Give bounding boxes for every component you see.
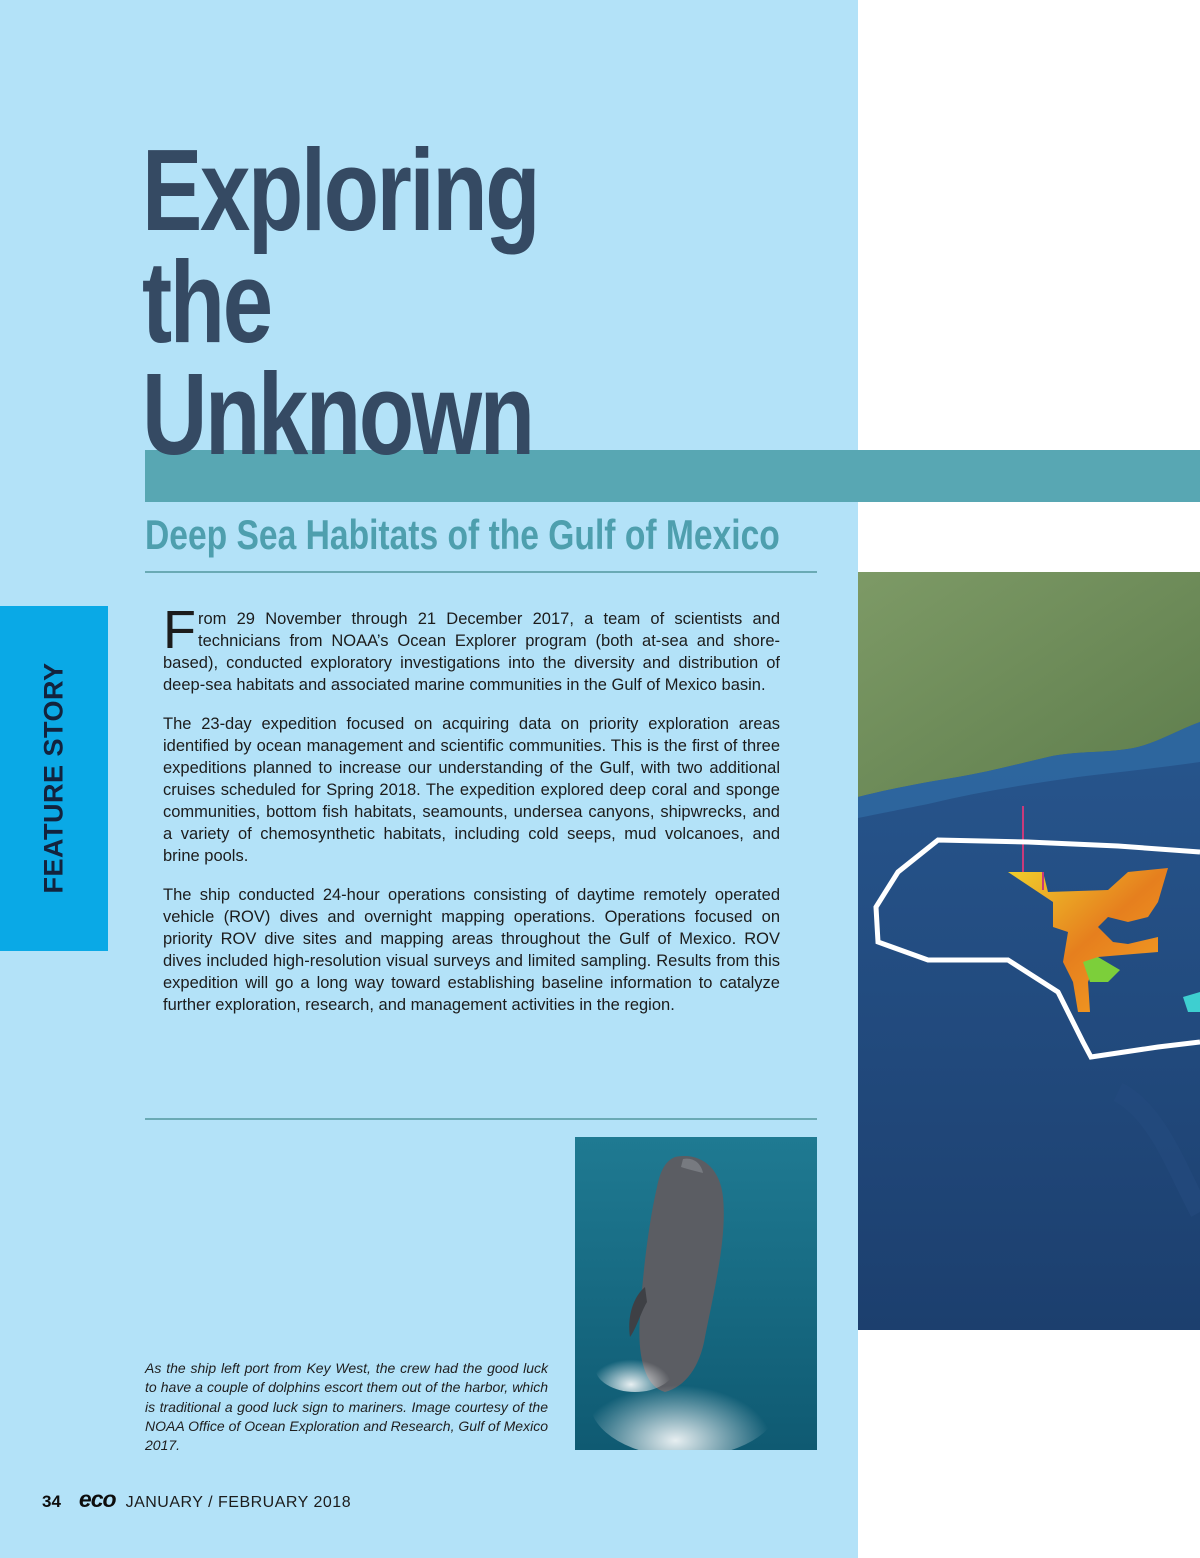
section-tab (0, 606, 108, 951)
article-title (142, 125, 539, 479)
body-paragraph-2: The 23-day expedition focused on acquiring data on priority exploration areas identified by ocean management and scientific communities. This is the first of three expeditions planned to increase our understanding of the Gulf, with two additional cruises scheduled for Spring 2018. The expedition explored deep coral and sponge communities, bottom fish habitats, seamounts, undersea canyons, shipwrecks, and a variety of chemosynthetic habitats, including cold seeps, mud volcanoes, and brine pools. (163, 715, 780, 865)
drop-cap: F (163, 600, 196, 660)
body-paragraph-1-text: rom 29 November through 21 December 2017, a team of scientists and technicians from NOAA’s Ocean Explorer program (both at-sea and shore-based), conducted exploratory investigations into the diversity and distribution of deep-sea habitats and associated marine communities in the Gulf of Mexico basin. (163, 610, 780, 694)
article-subtitle: Deep Sea Habitats of the Gulf of Mexico (145, 511, 780, 558)
body-paragraph-1 (163, 600, 780, 696)
photo-caption: As the ship left port from Key West, the crew had the good luck to have a couple of dolphins escort them out of the harbor, which is traditional a good luck sign to mariners. Image courtesy of the NOAA Office of Ocean Exploration and Research, Gulf of Mexico 2017. (145, 1360, 548, 1454)
title-line-2: the (142, 237, 271, 367)
dolphin-photo (575, 1137, 817, 1450)
expedition-map-image (858, 572, 1200, 1330)
article-body (163, 600, 780, 1033)
page-footer (42, 1486, 351, 1512)
title-line-3: Unknown (142, 349, 533, 479)
bottom-divider (145, 1118, 817, 1120)
top-divider (145, 571, 817, 573)
body-paragraph-3: The ship conducted 24-hour operations consisting of daytime remotely operated vehicle (ROV) dives and overnight mapping operations. Operations focused on priority ROV dive sites and mapping areas throughout the Gulf of Mexico. ROV dives included high-resolution visual surveys and limited sampling. Results from this expedition will go a long way toward establishing baseline information to catalyze further exploration, research, and management activities in the region. (163, 886, 780, 1014)
section-tab-label: FEATURE STORY (38, 662, 69, 894)
page-number: 34 (42, 1492, 61, 1511)
magazine-logo: eco (78, 1486, 116, 1512)
issue-date: JANUARY / FEBRUARY 2018 (125, 1494, 352, 1511)
title-line-1: Exploring (142, 125, 539, 255)
